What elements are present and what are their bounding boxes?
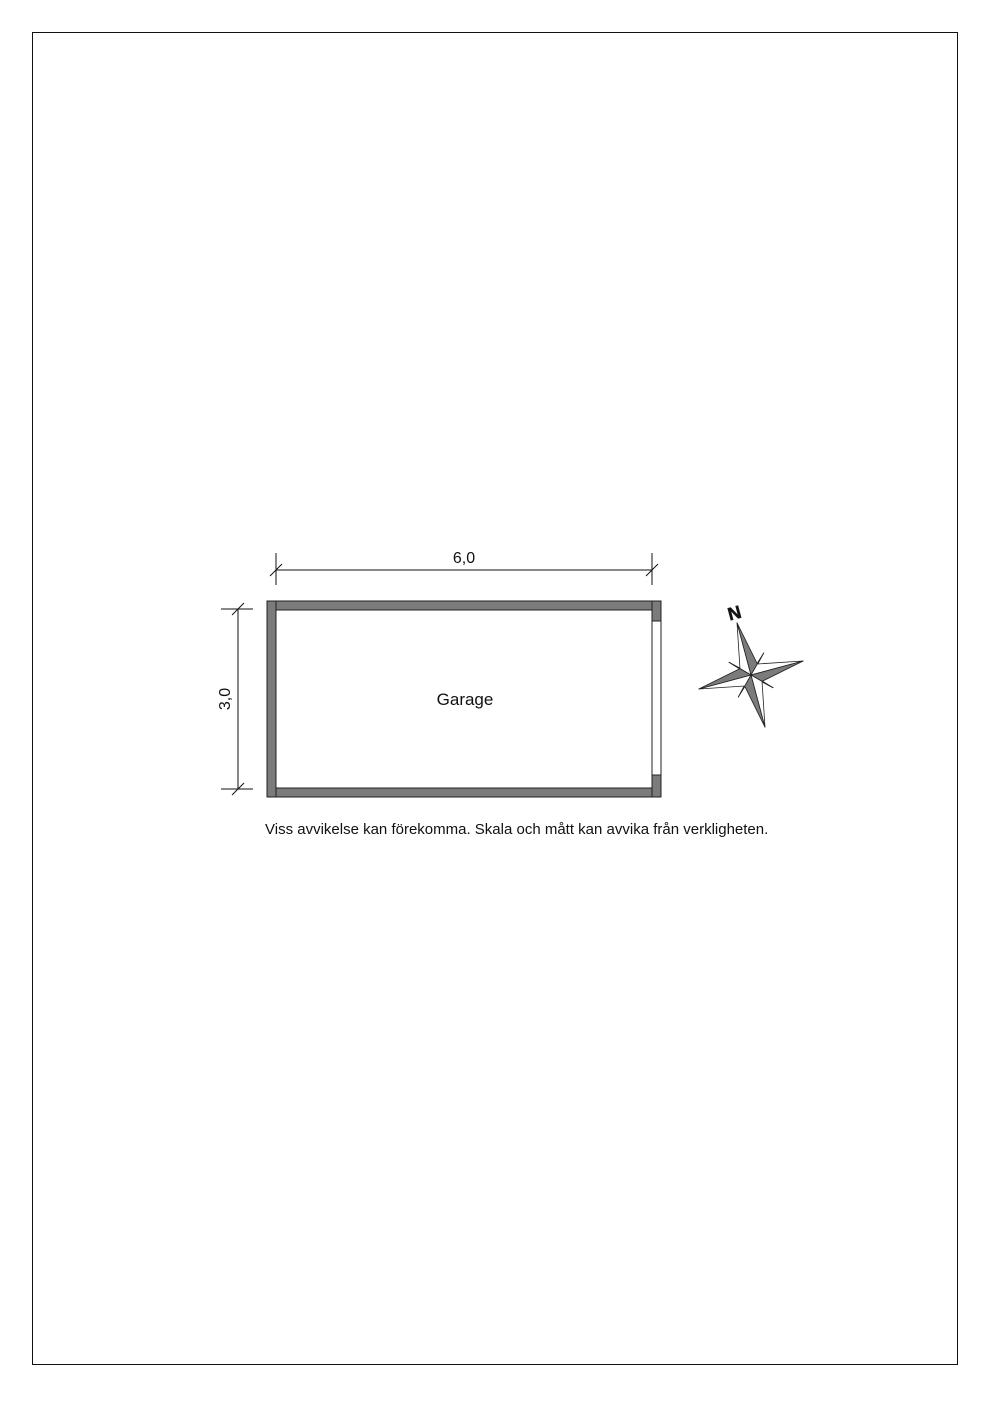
disclaimer-text: Viss avvikelse kan förekomma. Skala och mått kan avvika från verkligheten.	[265, 821, 769, 838]
compass-rose-icon	[680, 590, 817, 742]
width-dimension-label: 6,0	[452, 550, 476, 567]
depth-dimension-label: 3,0	[217, 687, 234, 711]
compass-north-label: N	[725, 601, 744, 625]
width-dimension	[270, 550, 658, 585]
depth-dimension	[217, 603, 253, 795]
garage-door	[652, 621, 661, 775]
room-label-garage: Garage	[436, 690, 494, 709]
